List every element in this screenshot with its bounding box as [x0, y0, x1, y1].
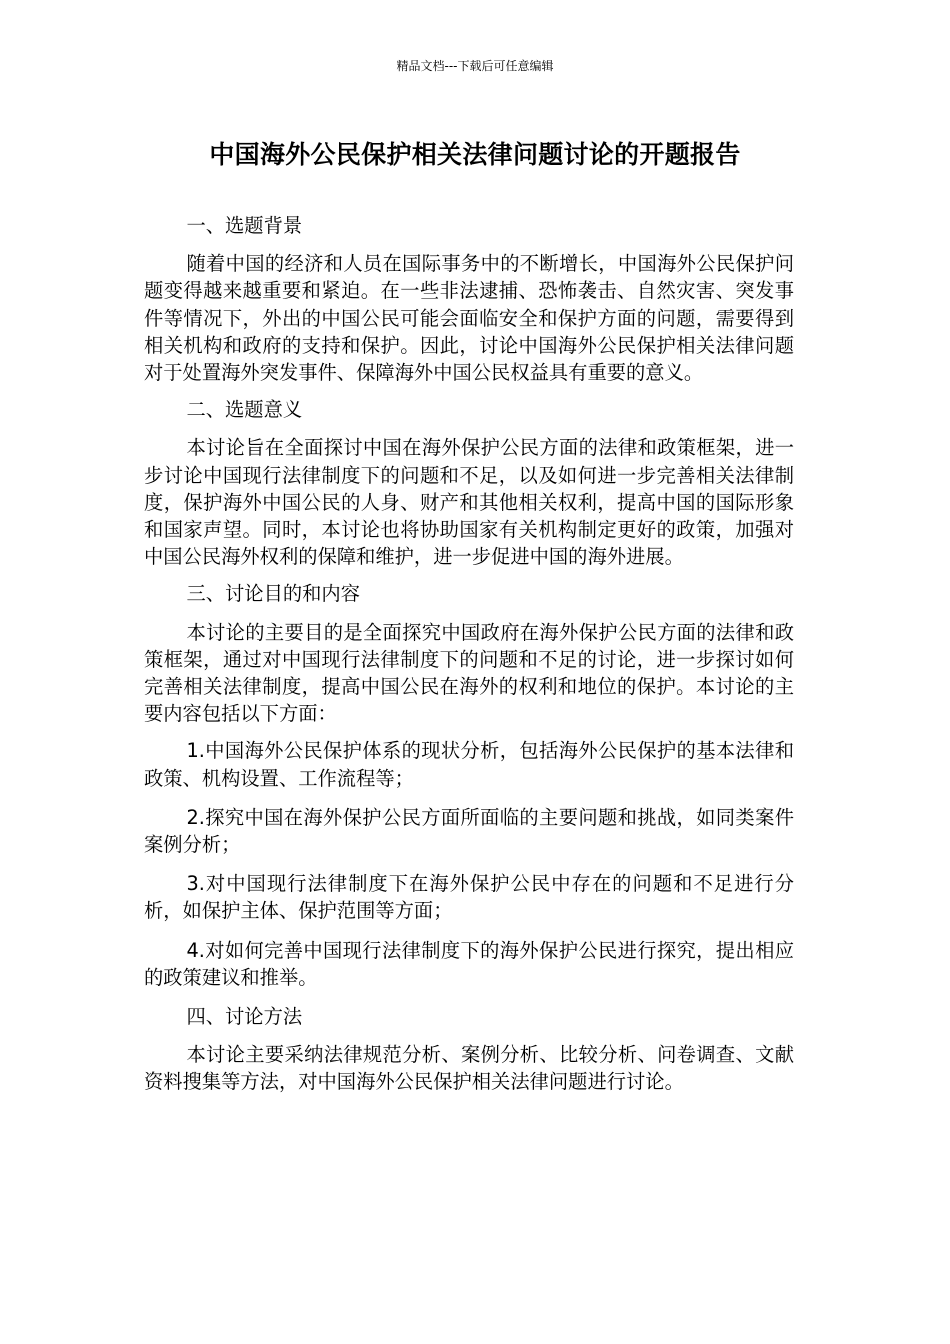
content-list-item: 3.对中国现行法律制度下在海外保护公民中存在的问题和不足进行分析，如保护主体、保护范围等方面；: [144, 872, 794, 923]
document-body: [144, 212, 794, 1106]
section-heading-background: 一、选题背景: [186, 214, 303, 237]
significance-paragraph: 本讨论旨在全面探讨中国在海外保护公民方面的法律和政策框架，进一步讨论中国现行法律制度下的问题和不足，以及如何进一步完善相关法律制度，保护海外中国公民的人身、财产和其他相关权利，提高中国的国际形象和国家声望。同时，本讨论也将协助国家有关机构制定更好的政策，加强对中国公民海外权利的保障和维护，进一步促进中国的海外进展。: [144, 436, 794, 569]
content-list-item: 2.探究中国在海外保护公民方面所面临的主要问题和挑战，如同类案件案例分析；: [144, 805, 794, 857]
document-title: 中国海外公民保护相关法律问题讨论的开题报告: [209, 140, 741, 169]
header-note: 精品文档---下载后可任意编辑: [396, 59, 554, 73]
methods-paragraph: 本讨论主要采纳法律规范分析、案例分析、比较分析、问卷调查、文献资料搜集等方法，对中国海外公民保护相关法律问题进行讨论。: [144, 1043, 794, 1094]
section-heading-purpose: 三、讨论目的和内容: [186, 582, 360, 606]
section-heading-methods: 四、讨论方法: [186, 1005, 303, 1029]
section-heading-significance: 二、选题意义: [186, 398, 303, 422]
content-list-item: 1.中国海外公民保护体系的现状分析，包括海外公民保护的基本法律和政策、机构设置、工作流程等；: [144, 739, 794, 790]
purpose-paragraph: 本讨论的主要目的是全面探究中国政府在海外保护公民方面的法律和政策框架，通过对中国现行法律制度下的问题和不足的讨论，进一步探讨如何完善相关法律制度，提高中国公民在海外的权利和地位的保护。本讨论的主要内容包括以下方面：: [144, 620, 794, 726]
content-list-item: 4.对如何完善中国现行法律制度下的海外保护公民进行探究，提出相应的政策建议和推举。: [144, 938, 794, 989]
background-paragraph: 随着中国的经济和人员在国际事务中的不断增长，中国海外公民保护问题变得越来越重要和紧迫。在一些非法逮捕、恐怖袭击、自然灾害、突发事件等情况下，外出的中国公民可能会面临安全和保护方面的问题，需要得到相关机构和政府的支持和保护。因此，讨论中国海外公民保护相关法律问题对于处置海外突发事件、保障海外中国公民权益具有重要的意义。: [144, 252, 794, 385]
